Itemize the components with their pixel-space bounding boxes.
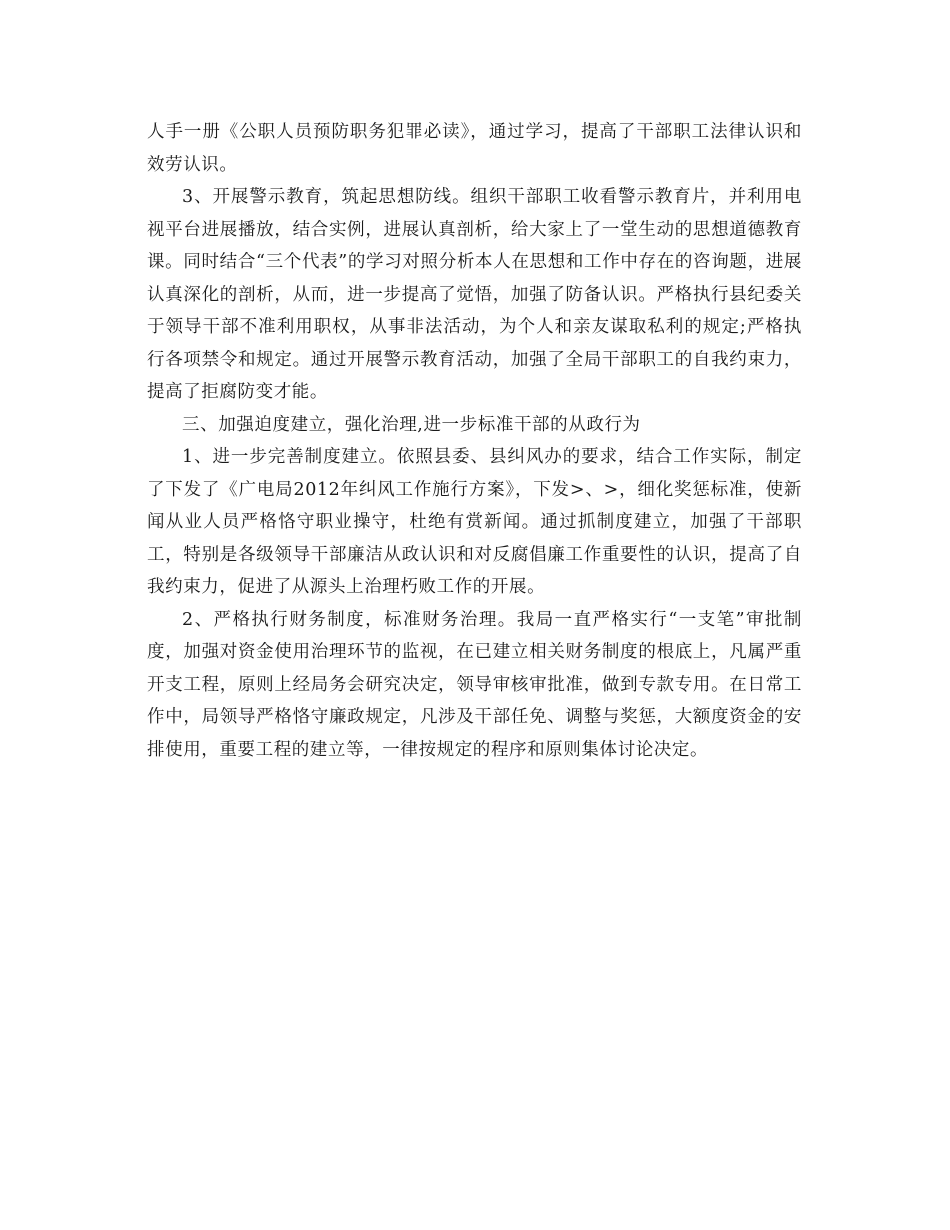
paragraph-4: 2、严格执行财务制度，标准财务治理。我局一直严格实行“一支笔”审批制度，加强对资金使用治理环节的监视，在已建立相关财务制度的根底上，凡属严重开支工程，原则上经局务会研究决定，领导审核审批准，做到专款专用。在日常工作中，局领导严格恪守廉政规定，凡涉及干部任免、调整与奖惩，大额度资金的安排使用，重要工程的建立等，一律按规定的程序和原则集体讨论决定。: [147, 609, 802, 760]
section-heading: 三、加强迫度建立，强化治理,进一步标准干部的从政行为: [182, 414, 641, 435]
paragraph-2: 3、开展警示教育，筑起思想防线。组织干部职工收看警示教育片，并利用电视平台进展播放，结合实例，进展认真剖析，给大家上了一堂生动的思想道德教育课。同时结合“三个代表”的学习对照分析本人在思想和工作中存在的咨询题，进展认真深化的剖析，从而，进一步提高了觉悟，加强了防备认识。严格执行县纪委关于领导干部不准利用职权，从事非法活动，为个人和亲友谋取私利的规定;严格执行各项禁令和规定。通过开展警示教育活动，加强了全局干部职工的自我约束力，提高了拒腐防变才能。: [147, 187, 802, 402]
paragraph-1: 人手一册《公职人员预防职务犯罪必读》，通过学习，提高了干部职工法律认识和效劳认识。: [147, 122, 802, 175]
document-body: [147, 116, 802, 766]
paragraph-3: 1、进一步完善制度建立。依照县委、县纠风办的要求，结合工作实际，制定了下发了《广电局2012年纠风工作施行方案》，下发>、>，细化奖惩标准，使新闻从业人员严格恪守职业操守，杜绝有赏新闻。通过抓制度建立，加强了干部职工，特别是各级领导干部廉洁从政认识和对反腐倡廉工作重要性的认识，提高了自我约束力，促进了从源头上治理朽败工作的开展。: [147, 447, 802, 597]
